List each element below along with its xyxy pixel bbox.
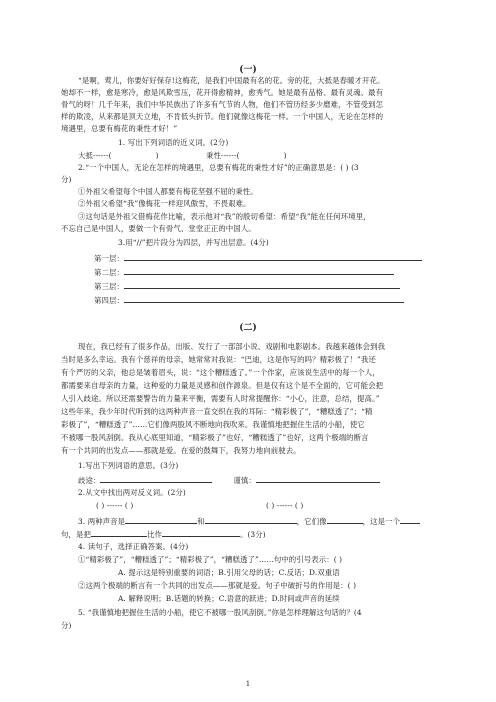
option-line: ③这句话是外祖父借梅花作比喻，表示他对“我”的殷切希望：希望“我”能在任何环境里， [78,212,371,221]
answer-blank[interactable] [327,515,363,524]
answer-blank[interactable] [124,294,404,303]
page-number: 1 [245,680,251,688]
section-2-heading: (二) [239,323,257,333]
question-1: 1. 写出下列词语的近义词。(2分) [118,138,229,147]
paragraph-line: 彩极了”，“糟糕透了”……它们像两股风不断地向我吹来。我谨慎地把握住生活的小船，使它 [61,420,365,429]
layer-line: 第二层： [94,266,394,278]
paragraph-line: 境遇里，总要有梅花的秉性才好！” [61,124,178,133]
question-2: 2.“一个中国人，无论在怎样的境遇里，总要有梅花的秉性才好”的正确意思是：( ) (3 [78,163,359,172]
question-4-2: ②这两个极端的断言有一个共同的出发点——那就是爱。句子中破折号的作用是：( ) [78,581,357,590]
paragraph-line: “是啊，莺儿，你要好好保存!这梅花，是我们中国最有名的花。旁的花，大抵是春暖才开花。 [78,76,385,85]
question-2-cont: 分) [61,175,72,184]
paragraph-line: 她却不一样，愈是寒冷，愈是风欺雪压，花开得愈精神，愈秀气。她是最有品格、最有灵魂、最有 [61,88,384,97]
layer-line: 第三层： [94,280,400,292]
question-4-1-options: A. 提示这是特别重要的词语；B.引用父母的话；C.反话；D.双重语 [118,568,340,577]
option-line: ①外祖父希望每个中国人都要有梅花坚强不屈的秉性。 [78,187,258,196]
option-line: 不忘自己是中国人，要做一个有骨气、堂堂正正的中国人。 [61,224,256,233]
answer-blank[interactable] [162,528,240,537]
question-2: 2.从文中找出两对反义词。(2分) [78,488,186,497]
paragraph-line: 当时是多么幸运。我有个慈祥的母亲，她常常对我说：“巴迪，这是你写的吗？精彩极了！”我还 [61,355,376,364]
question-4-1: ①“精彩极了”，“糟糕透了”；“精彩极了”，“糟糕透了”……句中的引号表示：( ) [78,555,343,564]
paragraph-line: 骨气的呀！几千年来，我们中华民族出了许多有气节的人物，他们不管历经多少磨难，不管受到怎 [61,100,384,109]
question-5-cont: 分) [61,621,72,630]
layer-line: 第四层： [94,294,404,306]
paragraph-line: 样的欺凌，从来都是顶天立地，不肯低头折节。他们就像这梅花一样。一个中国人，无论在怎样的 [61,112,384,121]
synonym-pair-b: 秉性------( ) [206,151,287,160]
synonym-pair-a: 大抵------( ) [78,151,159,160]
word-meaning-line: 歧途： 谨慎： [78,474,380,486]
question-4-2-options: A. 解释说明；B.话题的转换；C.语意的跃进；D.时间或声音的延续 [118,594,340,603]
paragraph-line: 都需要来自母亲的力量，这种爱的力量是灵感和创作源泉。但是仅有这个是不全面的，它可能会把 [61,381,384,390]
answer-blank[interactable] [100,474,212,483]
paragraph-line: 这些年来，我少年时代听到的这两种声音一直交织在我的耳际：“精彩极了”，“糟糕透了”；“精 [61,407,373,416]
answer-blank[interactable] [256,474,380,483]
question-1: 1.写出下列词语的意思。(3分) [78,461,179,470]
answer-blank[interactable] [205,515,297,524]
antonym-row: ( ) ------ ( ) [266,501,304,510]
answer-blank[interactable] [124,280,400,289]
section-1-heading: (一) [239,65,257,75]
answer-blank[interactable] [124,252,422,261]
answer-blank[interactable] [91,528,147,537]
option-line: ②外祖父希望“我”像梅花一样迎风傲雪，不畏艰难。 [78,199,251,208]
answer-blank[interactable] [400,515,420,524]
question-5: 5. “我谨慎地把握住生活的小船，使它不被哪一股风刮倒。”你是怎样理解这句话的？(4 [78,608,362,617]
paragraph-line: 不被哪一股风刮倒。我从心底里知道，“精彩极了”也好，“糟糕透了”也好，这两个极端的断言 [61,433,369,442]
answer-blank[interactable] [125,515,197,524]
paragraph-line: 有个严厉的父亲，他总是皱着眉头，说：“这个糟糕透了。”一个作家，应该说生活中的每一个人， [61,368,380,377]
antonym-row: ( ) ------ ( ) [96,501,134,510]
layer-line: 第一层： [94,252,422,264]
question-3: 3.用“//”把片段分为四层，并写出层意。(4分) [118,238,269,247]
question-3-cont: 句，是把 比作 。(3分) [61,530,266,539]
question-3: 3. 两种声音是 和 ，它们像 ，这是一个 [78,515,420,527]
paragraph-line: 现在，我已经有了很多作品，出版、发行了一部部小说、戏剧和电影剧本。我越来越体会到我 [78,342,386,351]
paragraph-line: 人引入歧途。所以还需要警告的力量来平衡，需要有人时常提醒你：“小心，注意，总结，提高。” [61,394,380,403]
paragraph-line: 有一个共同的出发点——那就是爱。在爱的鼓舞下，我努力地向前驶去。 [61,446,301,455]
question-4: 4. 读句子，选择正确答案。(4分) [78,542,189,551]
answer-blank[interactable] [124,266,394,275]
